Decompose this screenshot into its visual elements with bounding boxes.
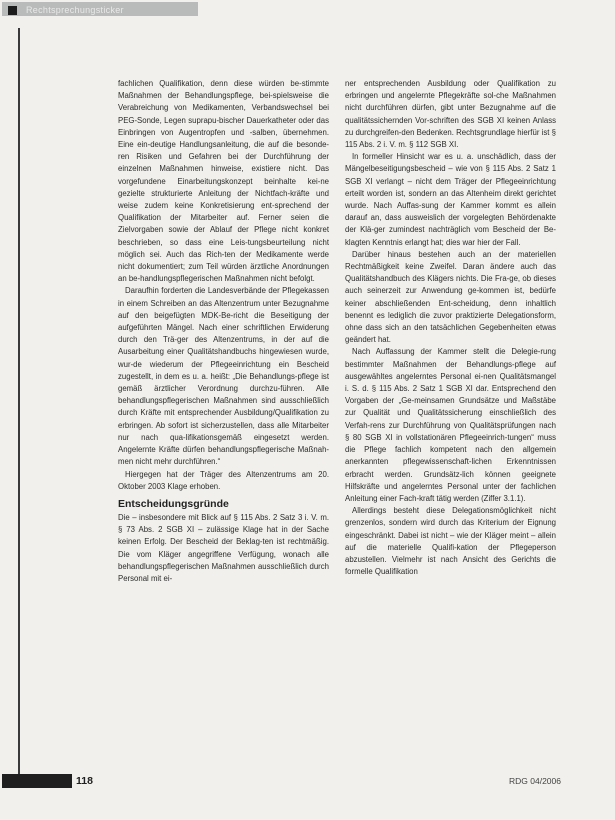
footer-bar <box>2 774 72 788</box>
body-paragraph: fachlichen Qualifikation, denn diese würden be-stimmte Maßnahmen der Behandlungspflege, bei-spielsweise die Verabreichung von Medikamenten, Verbandswechsel bei PEG-Sonde, Legen suprapu-bischer Dauerkatheter oder das Einbringen von Augentropfen und -salben, übernehmen. Eine ein-deutige Handlungsanleitung, die auf die besonde-ren Risiken und Gefahren bei der Durchführung der einzelnen Maßnahmen hinweise, existiere nicht. Das vorgefundene Einarbeitungskonzept beinhalte kei-ne gezielte strukturierte Anleitung der Nichtfach-kräfte und weise zudem keine Konkretisierung ent-sprechend der Qualifikation der Mitarbeiter auf. Ferner seien die Zielvorgaben sowie der Ablauf der Pflege nicht konkret beschrieben, so dass eine Leis-tungsbeurteilung nicht möglich sei. Auch das Rich-ten der Medikamente werde nicht dokumentiert; zum Teil würden ärztliche Anordnungen an be-handlungspflegerischen Maßnahmen nicht befolgt. <box>118 79 329 284</box>
page-number: 118 <box>76 775 93 787</box>
journal-reference: RDG 04/2006 <box>509 776 561 786</box>
section-heading: Entscheidungsgründe <box>118 497 229 510</box>
header-square-marker <box>8 6 17 15</box>
left-margin-rule <box>18 28 20 780</box>
right-text-column <box>345 78 556 578</box>
section-header-bar <box>2 2 198 16</box>
body-paragraph: Daraufhin forderten die Landesverbände der Pflegekassen in einem Schreiben an das Altenzentrum unter Bezugnahme auf den beigefügten MDK-Be-richt die Beseitigung der aufgeführten Mängel. Nach einer schriftlichen Erwiderung durch den Trä-ger des Altenzentrums, in der auf die Ausarbeitung einer Qualitätshandbuchs hingewiesen wurde, wur-de wiederum der Pflegeeinrichtung ein Bescheid zugestellt, in dem es u. a. heißt: „Die Behandlungs-pflege ist gemäß ärztlicher Verordnung durchzu-führen. Alle behandlungspflegerischen Maßnahmen sind ausschließlich durch Kräfte mit entsprechender Ausbildung/Qualifikation zu erbringen. Ab sofort ist sicherzustellen, dass alle Mitarbeiter nur nach qua-lifikationsgemäß eingesetzt werden. Angelernte Kräfte dürfen behandlungspflegerische Maßnah-men nicht mehr durchführen.“ <box>118 286 329 467</box>
section-label: Rechtsprechungsticker <box>26 5 124 15</box>
body-paragraph: ner entsprechenden Ausbildung oder Qualifikation zu erbringen und angelernte Pflegekräfte sol-che Maßnahmen nicht durchführen dürfen, gibt unter Bezugnahme auf die qualitätssichernden Vor-schriften des SGB XI keinen Anlass zu durchgreifen-den Bedenken. Rechtsgrundlage hierfür ist § 115 Abs. 2 i. V. m. § 112 SGB XI. <box>345 79 556 150</box>
body-paragraph: Nach Auffassung der Kammer stellt die Delegie-rung bestimmter Maßnahmen der Behandlungs-pflege auf ausgewähltes angelerntes Personal ei-nen Qualitätsmangel i. S. d. § 115 Abs. 2 Satz 1 SGB XI dar. Entsprechend den Vorgaben der „Ge-meinsamen Grundsätze und Maßstäbe zur Qualität und Qualitätssicherung einschließlich des Verfah-rens zur Durchführung von Qualitätsprüfungen nach § 80 SGB XI in vollstationären Pflegeeinrich-tungen“ muss die Pflege fachlich kompetent nach den allgemein anerkannten pflegewissenschaft-lichen Erkenntnissen erbracht werden. Grundsätz-lich können geeignete Hilfskräfte und angelerntes Personal unter der fachlichen Anleitung einer Fach-kraft tätig werden (Ziffer 3.1.1). <box>345 347 556 503</box>
left-text-column <box>118 78 329 585</box>
body-paragraph: Hiergegen hat der Träger des Altenzentrums am 20. Oktober 2003 Klage erhoben. <box>118 469 329 491</box>
body-paragraph: Die – insbesondere mit Blick auf § 115 Abs. 2 Satz 3 i. V. m. § 73 Abs. 2 SGB XI – zulässige Klage hat in der Sache keinen Erfolg. Der Bescheid der Beklag-ten ist rechtmäßig. Die vom Kläger angegriffene Verfügung, wonach alle behandlungspflegerischen Maßnahmen ausschließlich durch Personal mit ei- <box>118 512 329 583</box>
body-paragraph: Darüber hinaus bestehen auch an der materiellen Rechtmäßigkeit keine Zweifel. Daran ändere auch das Qualitätshandbuch des Klägers nichts. Die Fra-ge, ob dieses auch seinerzeit zur Anwendung ge-kommen ist, bedürfe keiner abschließenden Ent-scheidung, denn inhaltlich benennt es lediglich die zuvor praktizierte Delegationsform, ohne dass sich an den tatsächlichen Gegebenheiten etwas geändert hat. <box>345 249 556 345</box>
body-paragraph: In formeller Hinsicht war es u. a. unschädlich, dass der Mängelbeseitigungsbescheid – wie von § 115 Abs. 2 Satz 1 SGB XI verlangt – nicht dem Träger der Pflegeeinrichtung erteilt worden ist, sondern an das Altenheim direkt gerichtet wurde. Nach Auffas-sung der Kammer kommt es allein darauf an, dass ausweislich der vorgelegten Behördenakte der Klä-ger zumindest nachträglich vom Bescheid der Be-klagten Kenntnis erlangt hat; dies war hier der Fall. <box>345 152 556 247</box>
body-paragraph: Allerdings besteht diese Delegationsmöglichkeit nicht grenzenlos, sondern wird durch das Kriterium der Eignung eingeschränkt. Dabei ist nicht – wie der Kläger meint – allein auf die materielle Qualifi-kation der Pflegeperson abzustellen. Vielmehr ist nach Ansicht des Gerichts die formelle Qualifikation <box>345 506 556 577</box>
